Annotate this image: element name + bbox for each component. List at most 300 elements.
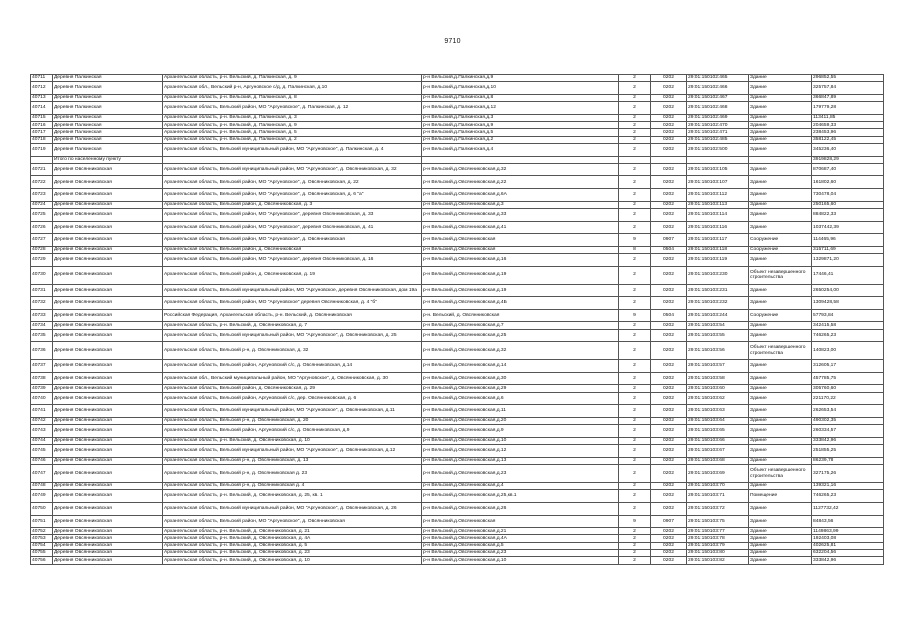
cell-count: 2 — [619, 254, 651, 267]
cell-short-address: р-н Вельский,д.Овсянниковская,д.19 — [422, 284, 619, 297]
cell-settlement: Деревня Овсянниковская — [53, 528, 163, 535]
cell-address: Архангельская область, р-н. Вельский, д. Овсянниковская, д. 10 — [163, 557, 422, 564]
cell-code: 0202 — [651, 254, 687, 267]
table-row — [31, 372, 884, 385]
cell-cadastral-number: 29:01:150103:80 — [687, 550, 749, 557]
table-row — [31, 221, 884, 234]
cell-count: 2 — [619, 385, 651, 392]
cell-cadastral-number: 29:01:150103:57 — [687, 360, 749, 373]
cell-code: 0202 — [651, 329, 687, 342]
cell-object-type: Здание — [749, 254, 812, 267]
cell-count: 9 — [619, 309, 651, 322]
cell-cadastral-number: 29:01:150103:107 — [687, 176, 749, 189]
cell-address: Архангельская область, р-н. Вельский, д. Овсянниковская, д. 21 — [163, 528, 422, 535]
cell-code: 0202 — [651, 189, 687, 202]
cell-short-address: р-н Вельский,д.Овсянниковская,д.4 — [422, 483, 619, 490]
cell-code: 0202 — [651, 550, 687, 557]
table-row — [31, 246, 884, 253]
cell-code: 0202 — [651, 266, 687, 284]
table-row — [31, 360, 884, 373]
cell-code: 0202 — [651, 372, 687, 385]
cell-code: 0202 — [651, 528, 687, 535]
cell-row-number: 40722 — [31, 176, 53, 189]
cell-row-number: 40730 — [31, 266, 53, 284]
cell-row-number: 40737 — [31, 360, 53, 373]
table-row — [31, 156, 884, 163]
cell-row-number: 40721 — [31, 163, 53, 176]
cell-code: 0202 — [651, 75, 687, 82]
cell-short-address: р-н Вельский,д.Овсянниковская,д.4Б — [422, 297, 619, 310]
cell-cadastral-number: 29:01:150103:105 — [687, 163, 749, 176]
cell-count: 2 — [619, 437, 651, 444]
table-row — [31, 535, 884, 542]
cell-count: 2 — [619, 266, 651, 284]
registry-body — [31, 75, 884, 565]
cell-value: 204659,33 — [812, 122, 884, 129]
cell-address: Архангельская область, Вельский район, Аргуновский с/с, д. Овсянниковская, д.9 — [163, 425, 422, 438]
table-row — [31, 490, 884, 503]
cell-short-address: р-н Вельский,д.Овсянниковская,д.11 — [422, 405, 619, 418]
cell-object-type: Здание — [749, 297, 812, 310]
cell-address: Российская Федерация, Архангельская область, р-н. Вельский, д. Овсянниковская — [163, 309, 422, 322]
cell-count: 9 — [619, 515, 651, 528]
table-row — [31, 385, 884, 392]
cell-code: 0202 — [651, 535, 687, 542]
cell-address: Архангельская область, Вельский район, МО "Аргуновское", д. Овсянниковская, д. 22 — [163, 176, 422, 189]
cell-address: Архангельская область, Вельский район, МО "Аргуновское", д. Палкинская, д. 12 — [163, 102, 422, 115]
cell-row-number: 40748 — [31, 483, 53, 490]
cell-cadastral-number: 29:01:150103:55 — [687, 329, 749, 342]
cell-code: 0202 — [651, 360, 687, 373]
cell-address: Архангельская область, р-н. Вельский, д. Овсянниковская, д. 7 — [163, 322, 422, 329]
table-row — [31, 102, 884, 115]
cell-count: 2 — [619, 82, 651, 95]
cell-address: Архангельская область, Вельский район, МО "Аргуновское", деревня Овсянниковская, д. 33 — [163, 208, 422, 221]
cell-address: Архангельская область, р-н. Вельский, д. Овсянниковская, д. 25, кв. 1 — [163, 490, 422, 503]
cell-object-type: Здание — [749, 189, 812, 202]
cell-cadastral-number: 29:01:150103:72 — [687, 502, 749, 515]
cell-count: 2 — [619, 94, 651, 101]
cell-address: Архангельская область, Вельский район, МО "Аргуновское", деревня Овсянниковская, д. 16 — [163, 254, 422, 267]
cell-object-type: Здание — [749, 221, 812, 234]
cell-cadastral-number: 29:01:150103:58 — [687, 372, 749, 385]
cell-count: 2 — [619, 189, 651, 202]
cell-count: 2 — [619, 465, 651, 483]
cell-count: 2 — [619, 129, 651, 136]
cell-value: 221170,22 — [812, 392, 884, 405]
table-row — [31, 189, 884, 202]
cell-short-address: р-н Вельский,д.Овсянниковская,д.6 — [422, 392, 619, 405]
cell-address: Архангельская область, Вельский муниципальный район, МО "Аргуновское", д. Овсянниковская, д.12 — [163, 445, 422, 458]
cell-short-address: р-н Вельский,д.Овсянниковская,д.3 — [422, 201, 619, 208]
table-row — [31, 297, 884, 310]
table-row — [31, 75, 884, 82]
cell-cadastral-number: 29:01:150102:465 — [687, 75, 749, 82]
cell-cadastral-number: 29:01:150102:485 — [687, 136, 749, 143]
cell-object-type: Здание — [749, 329, 812, 342]
table-row — [31, 417, 884, 424]
cell-settlement: Деревня Овсянниковская — [53, 284, 163, 297]
cell-value: 250165,60 — [812, 201, 884, 208]
cell-object-type: Объект незавершенного строительства — [749, 266, 812, 284]
cell-settlement: Деревня Овсянниковская — [53, 163, 163, 176]
cell-object-type: Здание — [749, 129, 812, 136]
cell-settlement: Деревня Овсянниковская — [53, 372, 163, 385]
cell-settlement: Деревня Овсянниковская — [53, 322, 163, 329]
cell-value: 1309428,58 — [812, 297, 884, 310]
cell-value: 161802,60 — [812, 176, 884, 189]
cell-count: 2 — [619, 528, 651, 535]
cell-count: 2 — [619, 176, 651, 189]
cell-short-address: р-н Вельский,д.Овсянниковская,д.33 — [422, 208, 619, 221]
cell-row-number: 40742 — [31, 417, 53, 424]
cell-cadastral-number: 29:01:150103:116 — [687, 221, 749, 234]
table-row — [31, 322, 884, 329]
cell-row-number: 40729 — [31, 254, 53, 267]
cell-value: 325757,84 — [812, 82, 884, 95]
cell-code: 0202 — [651, 392, 687, 405]
table-row — [31, 143, 884, 156]
cell-code: 0202 — [651, 557, 687, 564]
cell-settlement: Деревня Палкинская — [53, 143, 163, 156]
cell-short-address: р-н Вельский,д.Овсянниковская,д.12 — [422, 445, 619, 458]
cell-address: Архангельская область, р-н. Вельский, д. Палкинская, д. 8 — [163, 94, 422, 101]
cell-short-address: р-н Вельский,д.Овсянниковская,д.4А — [422, 535, 619, 542]
cell-count: 2 — [619, 445, 651, 458]
cell-short-address: р-н Вельский,д.Овсянниковская,д.10 — [422, 437, 619, 444]
cell-code: 0907 — [651, 234, 687, 247]
cell-short-address — [422, 156, 619, 163]
cell-settlement: Деревня Палкинская — [53, 129, 163, 136]
cell-short-address: р-н Вельский,д.Овсянниковская,д.16 — [422, 254, 619, 267]
cell-short-address: р-н Вельский,д.Палкинская,д.3 — [422, 114, 619, 121]
cell-cadastral-number: 29:01:150103:60 — [687, 385, 749, 392]
cell-address: Архангельская область, Вельский р-н, д. Овсянниковская д. 23 — [163, 465, 422, 483]
cell-code: 0202 — [651, 143, 687, 156]
cell-count: 2 — [619, 75, 651, 82]
table-row — [31, 342, 884, 360]
cell-count — [619, 156, 651, 163]
table-row — [31, 284, 884, 297]
table-row — [31, 266, 884, 284]
cell-address: Архангельская обл., Вельский р-н, Аргуновское с/д, д. Палкинская, д.10 — [163, 82, 422, 95]
cell-count: 2 — [619, 122, 651, 129]
cell-count: 2 — [619, 114, 651, 121]
cell-count: 2 — [619, 143, 651, 156]
cell-object-type: Здание — [749, 405, 812, 418]
cell-cadastral-number: 29:01:150103:232 — [687, 297, 749, 310]
cell-cadastral-number: 29:01:150103:78 — [687, 535, 749, 542]
cell-settlement: Деревня Палкинская — [53, 75, 163, 82]
cell-short-address: р-н. Вельский, д. Овсянниковская — [422, 309, 619, 322]
table-row — [31, 254, 884, 267]
cell-code: 0202 — [651, 437, 687, 444]
cell-address: Архангельская область, Вельский район, Аргуновский с/с, д. Овсянниковская, д.14 — [163, 360, 422, 373]
cell-count: 2 — [619, 392, 651, 405]
cell-row-number: 40728 — [31, 246, 53, 253]
cell-object-type: Здание — [749, 102, 812, 115]
cell-row-number: 40736 — [31, 342, 53, 360]
cell-short-address: р-н Вельский,д.Палкинская,д.8 — [422, 94, 619, 101]
cell-object-type: Здание — [749, 457, 812, 464]
cell-row-number: 40750 — [31, 502, 53, 515]
cell-cadastral-number: 29:01:150103:70 — [687, 483, 749, 490]
cell-cadastral-number: 29:01:150103:75 — [687, 515, 749, 528]
cell-code: 0202 — [651, 129, 687, 136]
cell-settlement: Деревня Овсянниковская — [53, 309, 163, 322]
cell-row-number: 40740 — [31, 392, 53, 405]
cell-address: Архангельская область, Вельский муниципальный район, МО "Аргуновское", д. Овсянниковская, д.11 — [163, 405, 422, 418]
cell-row-number: 40741 — [31, 405, 53, 418]
cell-object-type — [749, 156, 812, 163]
cell-cadastral-number: 29:01:150103:63 — [687, 405, 749, 418]
cell-object-type: Здание — [749, 75, 812, 82]
cell-object-type: Здание — [749, 372, 812, 385]
cell-settlement: Деревня Овсянниковская — [53, 201, 163, 208]
cell-code: 0202 — [651, 322, 687, 329]
cell-address: Архангельская область, Вельский р-н, д. Овсянниковская, д. 20 — [163, 417, 422, 424]
cell-cadastral-number — [687, 156, 749, 163]
table-row — [31, 425, 884, 438]
table-row — [31, 465, 884, 483]
table-row — [31, 329, 884, 342]
cell-object-type: Здание — [749, 163, 812, 176]
cell-settlement: Деревня Овсянниковская — [53, 515, 163, 528]
cell-settlement: Деревня Овсянниковская — [53, 385, 163, 392]
cell-settlement: Деревня Овсянниковская — [53, 176, 163, 189]
cell-address: Архангельская область, Вельский район, д. Овсянниковская, д. 3 — [163, 201, 422, 208]
cell-address: Архангельская область, Вельский р-н, д. Овсянниковская, д. 32 — [163, 342, 422, 360]
cell-settlement: Деревня Овсянниковская — [53, 557, 163, 564]
cell-value: 1127732,42 — [812, 502, 884, 515]
cell-code: 0202 — [651, 221, 687, 234]
cell-count: 2 — [619, 329, 651, 342]
cell-settlement: Деревня Овсянниковская — [53, 417, 163, 424]
cell-object-type: Здание — [749, 535, 812, 542]
cell-count: 2 — [619, 322, 651, 329]
cell-settlement: Деревня Овсянниковская — [53, 189, 163, 202]
cell-row-number: 40733 — [31, 309, 53, 322]
cell-cadastral-number: 29:01:150102:467 — [687, 94, 749, 101]
cell-settlement: Деревня Овсянниковская — [53, 254, 163, 267]
cell-value: 113411,85 — [812, 114, 884, 121]
cell-object-type: Объект незавершенного строительства — [749, 342, 812, 360]
cell-cadastral-number: 29:01:150103:54 — [687, 322, 749, 329]
cell-short-address: р-н Вельский,д.Овсянниковская,д.29 — [422, 385, 619, 392]
cell-count: 2 — [619, 297, 651, 310]
cell-short-address: р-н Вельский,д.Овсянниковская,д.22 — [422, 176, 619, 189]
cell-count: 2 — [619, 163, 651, 176]
table-row — [31, 405, 884, 418]
cell-value: 457785,75 — [812, 372, 884, 385]
cell-count: 2 — [619, 502, 651, 515]
cell-address: Архангельская область, Вельский район, МО "Аргуновское", д. Овсянниковская — [163, 515, 422, 528]
cell-row-number: 40713 — [31, 94, 53, 101]
cell-value: 305760,60 — [812, 385, 884, 392]
cell-row-number: 40746 — [31, 457, 53, 464]
cell-short-address: р-н Вельский,д.Овсянниковская,д.26 — [422, 502, 619, 515]
cell-value: 402625,81 — [812, 542, 884, 549]
cell-short-address: р-н Вельский,д.Овсянниковская — [422, 234, 619, 247]
cell-settlement: Деревня Палкинская — [53, 94, 163, 101]
cell-row-number: 40716 — [31, 122, 53, 129]
table-row — [31, 515, 884, 528]
cell-short-address: р-н Вельский,д.Овсянниковская,д.9 — [422, 425, 619, 438]
cell-cadastral-number: 29:01:150103:64 — [687, 417, 749, 424]
registry-table — [30, 74, 884, 565]
cell-value: 84843,56 — [812, 515, 884, 528]
cell-short-address: р-н Вельский,д.Овсянниковская,д.25,кв.1 — [422, 490, 619, 503]
cell-address: Архангельская область, р-н. Вельский, д. Овсянниковская, д. 10 — [163, 437, 422, 444]
cell-row-number: 40735 — [31, 329, 53, 342]
cell-row-number: 40756 — [31, 557, 53, 564]
cell-row-number: 40749 — [31, 490, 53, 503]
cell-count: 8 — [619, 246, 651, 253]
cell-short-address: р-н Вельский,д.Овсянниковская,д.21 — [422, 528, 619, 535]
cell-object-type: Здание — [749, 136, 812, 143]
cell-address: Архангельская область, р-н. Вельский, д. Овсянниковская, д. 5 — [163, 542, 422, 549]
cell-code: 0202 — [651, 342, 687, 360]
cell-code: 0202 — [651, 82, 687, 95]
cell-object-type: Здание — [749, 82, 812, 95]
cell-value: 262653,54 — [812, 405, 884, 418]
cell-object-type: Здание — [749, 208, 812, 221]
table-row — [31, 129, 884, 136]
cell-address: Архангельская область, Вельский район, МО "Аргуновское", д. Овсянниковская — [163, 234, 422, 247]
cell-settlement: Деревня Овсянниковская — [53, 425, 163, 438]
table-row — [31, 457, 884, 464]
cell-object-type: Здание — [749, 417, 812, 424]
cell-short-address: р-н Вельский,д.Овсянниковская,д.32 — [422, 163, 619, 176]
cell-settlement: Деревня Овсянниковская — [53, 360, 163, 373]
cell-row-number: 40714 — [31, 102, 53, 115]
cell-object-type: Здание — [749, 557, 812, 564]
cell-value: 490302,35 — [812, 417, 884, 424]
cell-value: 870687,40 — [812, 163, 884, 176]
cell-cadastral-number: 29:01:150103:67 — [687, 445, 749, 458]
cell-settlement: Деревня Овсянниковская — [53, 208, 163, 221]
cell-value: 358122,45 — [812, 136, 884, 143]
cell-row-number: 40731 — [31, 284, 53, 297]
cell-settlement: Деревня Палкинская — [53, 102, 163, 115]
cell-cadastral-number: 29:01:150103:71 — [687, 490, 749, 503]
cell-settlement: Деревня Овсянниковская — [53, 483, 163, 490]
cell-address: Архангельская область, Вельский район, д. Овсянниковская, д. 29 — [163, 385, 422, 392]
cell-row-number: 40747 — [31, 465, 53, 483]
cell-address: Архангельская область, р-н. Вельский, д. Палкинская, д. 5 — [163, 129, 422, 136]
cell-short-address: р-н Вельский,д.Овсянниковская,д.20 — [422, 417, 619, 424]
cell-address: Архангельская область, р-н. Вельский, д. Палкинская, д. 2 — [163, 136, 422, 143]
cell-short-address: р-н Вельский,д.Овсянниковская,д.7 — [422, 322, 619, 329]
cell-code: 0907 — [651, 515, 687, 528]
cell-row-number: 40719 — [31, 143, 53, 156]
cell-count: 2 — [619, 208, 651, 221]
cell-settlement: Деревня Овсянниковская — [53, 490, 163, 503]
cell-count: 2 — [619, 550, 651, 557]
table-row — [31, 163, 884, 176]
cell-row-number: 40718 — [31, 136, 53, 143]
cell-code: 0504 — [651, 309, 687, 322]
cell-row-number: 40755 — [31, 550, 53, 557]
cell-object-type: Здание — [749, 425, 812, 438]
cell-object-type: Здание — [749, 502, 812, 515]
cell-value: 179779,28 — [812, 102, 884, 115]
cell-row-number: 40725 — [31, 208, 53, 221]
cell-short-address: р-н Вельский,д.Палкинская,д.9 — [422, 75, 619, 82]
cell-settlement: Итого по населенному пункту — [53, 156, 163, 163]
cell-count: 2 — [619, 360, 651, 373]
cell-value: 296852,55 — [812, 75, 884, 82]
cell-value: 632204,56 — [812, 550, 884, 557]
table-row — [31, 208, 884, 221]
cell-code: 0202 — [651, 176, 687, 189]
cell-object-type: Здание — [749, 284, 812, 297]
cell-address: Архангельская область, р-н. Вельский, д. Овсянниковская, д. 4А — [163, 535, 422, 542]
cell-address: Архангельская область, Вельский муниципальный район, МО "Аргуновское", д. Палкинская, д. 4 — [163, 143, 422, 156]
cell-object-type: Здание — [749, 437, 812, 444]
cell-row-number — [31, 156, 53, 163]
cell-count: 2 — [619, 201, 651, 208]
cell-value: 345236,40 — [812, 143, 884, 156]
table-row — [31, 114, 884, 121]
cell-value: 140823,00 — [812, 342, 884, 360]
cell-address: Архангельская область, Вельский район, МО "Аргуновское", д. Овсянниковская, д. 6 "а" — [163, 189, 422, 202]
cell-count: 2 — [619, 425, 651, 438]
cell-settlement: Деревня Овсянниковская — [53, 246, 163, 253]
cell-row-number: 40743 — [31, 425, 53, 438]
cell-cadastral-number: 29:01:150103:112 — [687, 189, 749, 202]
cell-cadastral-number: 29:01:150102:470 — [687, 122, 749, 129]
cell-count: 2 — [619, 372, 651, 385]
cell-value: 315711,69 — [812, 246, 884, 253]
cell-address: Архангельская область, Вельский муниципальный район, МО "Аргуновское", д. Овсянниковская, д. 25 — [163, 329, 422, 342]
cell-cadastral-number: 29:01:150103:79 — [687, 542, 749, 549]
cell-value: 114465,96 — [812, 234, 884, 247]
cell-object-type: Здание — [749, 483, 812, 490]
cell-count: 2 — [619, 483, 651, 490]
cell-code: 0202 — [651, 502, 687, 515]
cell-cadastral-number: 29:01:150103:68 — [687, 457, 749, 464]
cell-settlement: Деревня Овсянниковская — [53, 392, 163, 405]
cell-cadastral-number: 29:01:150102:469 — [687, 114, 749, 121]
cell-short-address: р-н Вельский,д.Овсянниковская,д.13 — [422, 457, 619, 464]
cell-cadastral-number: 29:01:150103:77 — [687, 528, 749, 535]
cell-value: 192403,08 — [812, 535, 884, 542]
cell-address: Архангельская область, Вельский р-н, д. Овсянниковская, д. 13 — [163, 457, 422, 464]
cell-short-address: р-н Вельский,д.Палкинская,д.2 — [422, 136, 619, 143]
cell-value: 17446,41 — [812, 266, 884, 284]
cell-settlement: Деревня Палкинская — [53, 114, 163, 121]
cell-count: 2 — [619, 102, 651, 115]
cell-short-address: р-н Вельский,д.Овсянниковская — [422, 515, 619, 528]
cell-value: 57793,84 — [812, 309, 884, 322]
cell-short-address: р-н Вельский,д.Овсянниковская — [422, 246, 619, 253]
cell-settlement: Деревня Овсянниковская — [53, 266, 163, 284]
cell-cadastral-number: 29:01:150102:500 — [687, 143, 749, 156]
cell-settlement: Деревня Овсянниковская — [53, 535, 163, 542]
cell-cadastral-number: 29:01:150103:66 — [687, 437, 749, 444]
cell-object-type: Здание — [749, 385, 812, 392]
cell-count: 9 — [619, 234, 651, 247]
cell-object-type: Здание — [749, 392, 812, 405]
cell-object-type: Сооружение — [749, 234, 812, 247]
table-row — [31, 136, 884, 143]
cell-settlement: Деревня Овсянниковская — [53, 329, 163, 342]
cell-object-type: Здание — [749, 94, 812, 101]
cell-settlement: Деревня Овсянниковская — [53, 342, 163, 360]
cell-settlement: Деревня Овсянниковская — [53, 542, 163, 549]
cell-address: Архангельская область, Вельский район, МО "Аргуновское" деревня Овсянниковская, д. 4 "б" — [163, 297, 422, 310]
